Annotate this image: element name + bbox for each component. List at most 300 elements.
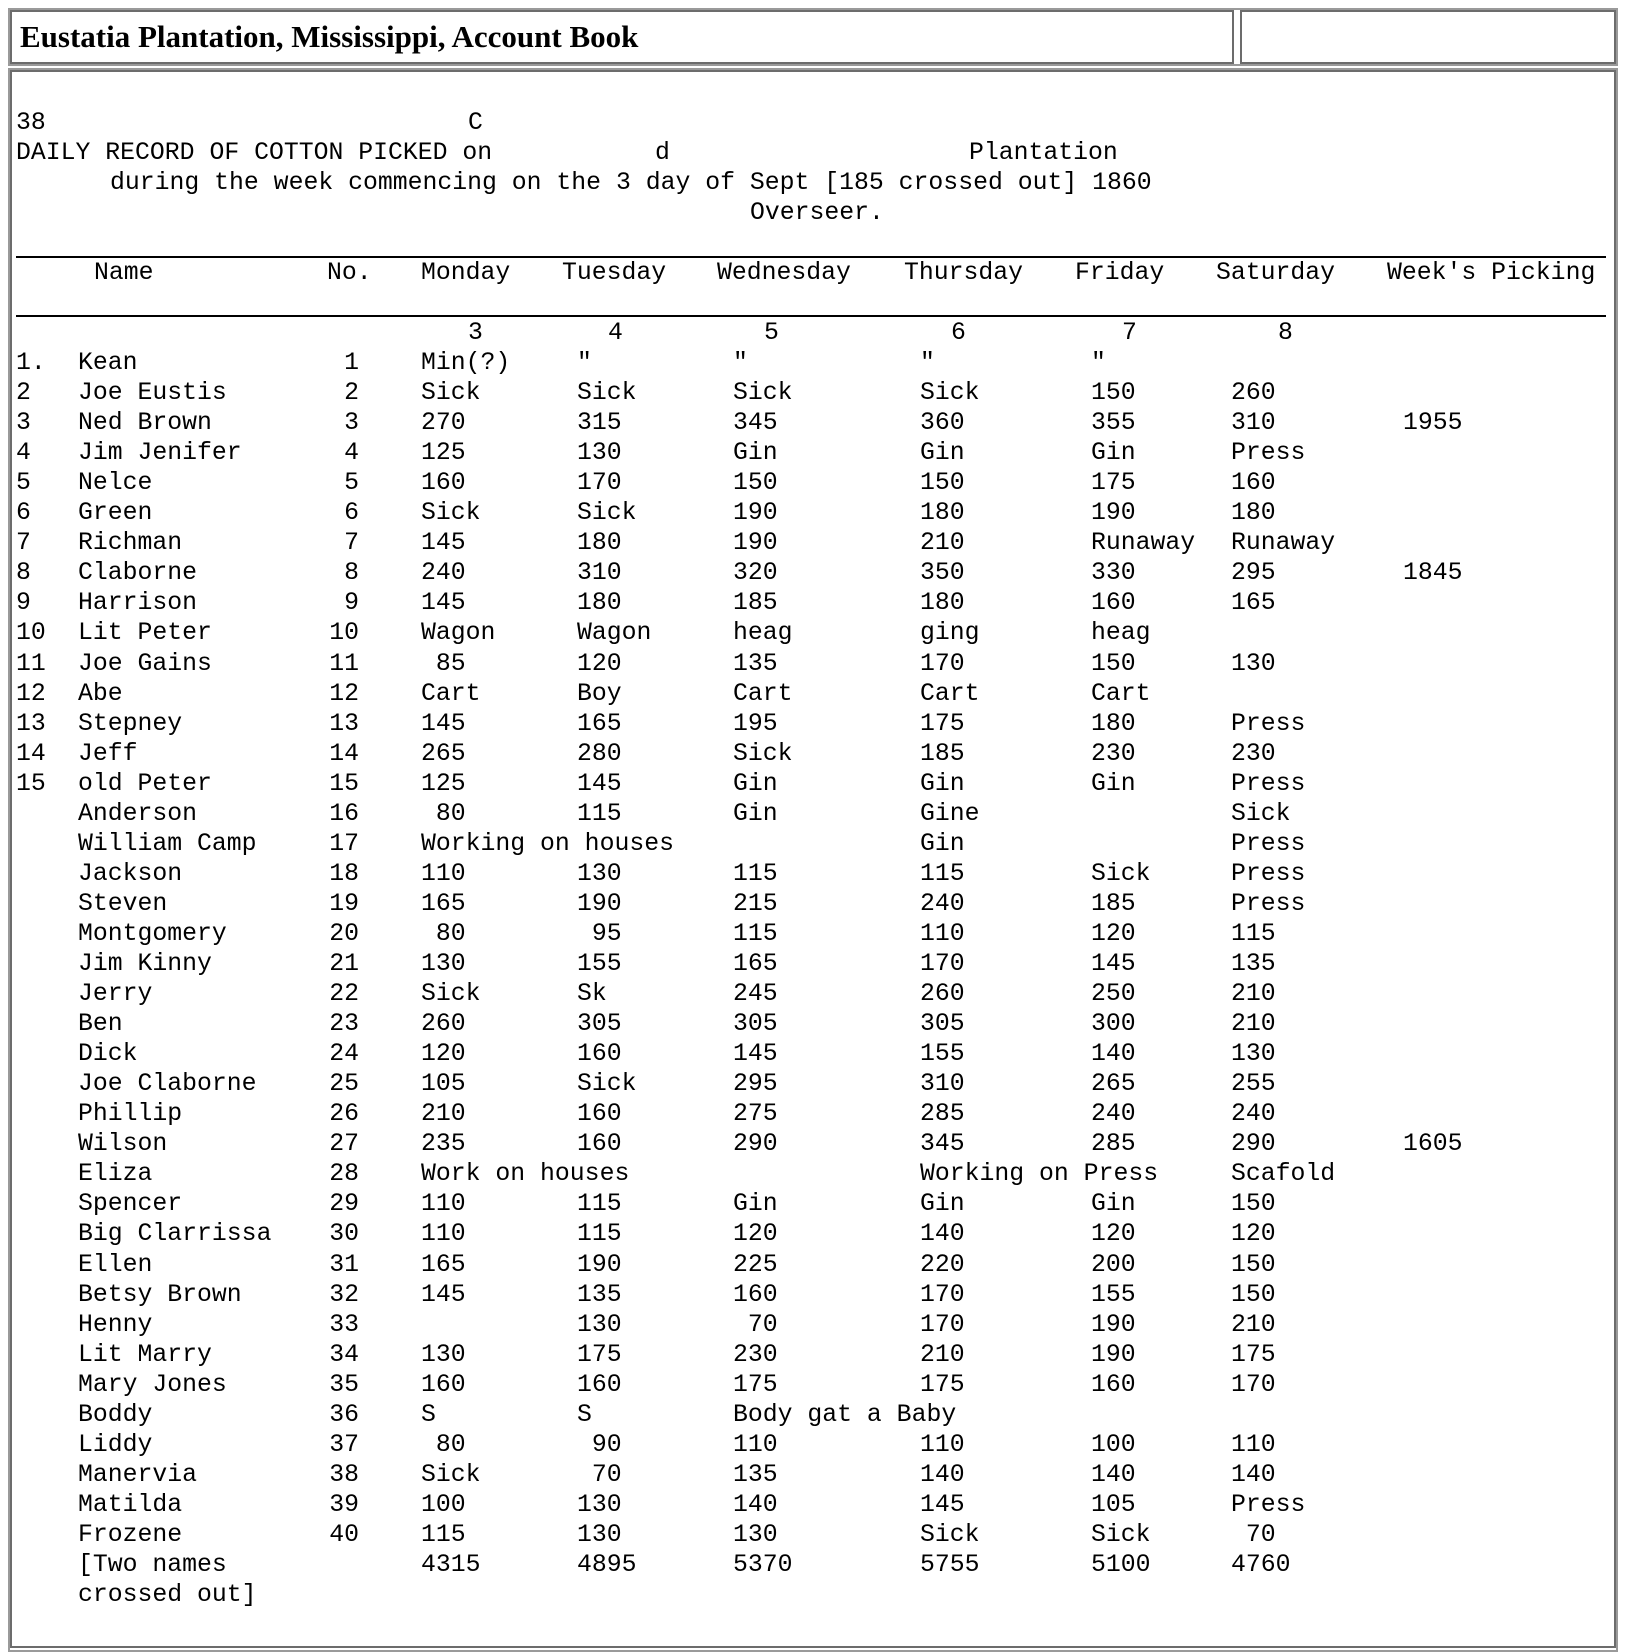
thursday-value: Cart xyxy=(920,679,980,708)
wednesday-value: 165 xyxy=(733,950,778,978)
friday-value: 155 xyxy=(1091,1280,1136,1309)
saturday-value: Press xyxy=(1231,439,1306,468)
worker-name: Matilda xyxy=(78,1490,183,1519)
row-index: 2 xyxy=(16,379,31,408)
wednesday-value: Gin xyxy=(733,769,778,798)
tuesday-value: 115 xyxy=(577,799,622,828)
worker-name: Jackson xyxy=(78,859,183,888)
worker-name: Jeff xyxy=(78,739,138,768)
tuesday-value: Sick xyxy=(577,499,637,528)
tuesday-value: 70 xyxy=(577,1460,622,1489)
saturday-value: 140 xyxy=(1231,1460,1276,1489)
thursday-value: 170 xyxy=(920,950,965,978)
saturday-value: 240 xyxy=(1231,1100,1276,1129)
friday-value: 120 xyxy=(1091,1220,1136,1249)
wednesday-value: 140 xyxy=(733,1490,778,1519)
tuesday-value: 135 xyxy=(577,1280,622,1309)
table-row xyxy=(0,1280,1626,1310)
saturday-value: 120 xyxy=(1231,1220,1276,1249)
table-row xyxy=(0,919,1626,949)
thursday-value: 305 xyxy=(920,1010,965,1039)
blank-header-cell xyxy=(1240,10,1616,64)
plantation-label: Plantation xyxy=(969,139,1118,167)
worker-name: Dick xyxy=(78,1040,138,1069)
saturday-value: 150 xyxy=(1231,1280,1276,1309)
tuesday-value: Wagon xyxy=(577,619,652,648)
friday-value: heag xyxy=(1091,619,1151,648)
wednesday-value: 160 xyxy=(733,1280,778,1309)
thursday-value: 180 xyxy=(920,589,965,618)
thursday-value: 170 xyxy=(920,1310,965,1339)
table-row xyxy=(0,1550,1626,1580)
weeks-picking-value: 1605 xyxy=(1403,1130,1463,1159)
tuesday-value: 155 xyxy=(577,950,622,978)
thursday-value: Gine xyxy=(920,799,980,828)
table-row xyxy=(0,1219,1626,1249)
tuesday-value: 130 xyxy=(577,1520,622,1549)
tuesday-value: 115 xyxy=(577,1220,622,1249)
wednesday-value: 150 xyxy=(733,469,778,498)
thursday-value: 210 xyxy=(920,1340,965,1369)
saturday-value: 4760 xyxy=(1231,1551,1291,1579)
saturday-value: Press xyxy=(1231,859,1306,888)
table-row xyxy=(0,1520,1626,1550)
date-monday: 3 xyxy=(468,319,483,347)
worker-number: 26 xyxy=(329,1100,359,1129)
table-row xyxy=(0,348,1626,378)
monday-value: 110 xyxy=(421,1220,466,1249)
row-index: 11 xyxy=(16,649,46,678)
table-row xyxy=(0,1189,1626,1219)
thursday-value: 175 xyxy=(920,1370,965,1399)
wednesday-value: 115 xyxy=(733,919,778,948)
saturday-value: 170 xyxy=(1231,1370,1276,1399)
thursday-value: 110 xyxy=(920,1430,965,1459)
saturday-value: 290 xyxy=(1231,1130,1276,1159)
tuesday-value: 115 xyxy=(577,1190,622,1219)
worker-number: 10 xyxy=(329,619,359,648)
table-row xyxy=(0,1250,1626,1280)
saturday-value: 310 xyxy=(1231,409,1276,438)
table-row xyxy=(0,1580,1626,1610)
worker-name: Spencer xyxy=(78,1190,183,1219)
tuesday-value: 160 xyxy=(577,1370,622,1399)
saturday-value: Press xyxy=(1231,709,1306,738)
worker-number: 9 xyxy=(344,589,359,618)
friday-value: 160 xyxy=(1091,1370,1136,1399)
row-index: 1. xyxy=(16,349,46,377)
row-index: 15 xyxy=(16,769,46,798)
monday-value: 145 xyxy=(421,709,466,738)
worker-name: old Peter xyxy=(78,769,212,798)
tuesday-value: 280 xyxy=(577,739,622,768)
saturday-value: 130 xyxy=(1231,1040,1276,1069)
table-row xyxy=(0,769,1626,799)
wednesday-value: 145 xyxy=(733,1040,778,1069)
monday-value: Sick xyxy=(421,1460,481,1489)
row-index: 5 xyxy=(16,469,31,498)
wednesday-value: 115 xyxy=(733,859,778,888)
monday-value: Working on houses xyxy=(421,829,674,858)
col-tuesday: Tuesday xyxy=(562,259,667,287)
worker-number: 6 xyxy=(344,499,359,528)
worker-name: [Two names xyxy=(78,1551,227,1579)
friday-value: 330 xyxy=(1091,559,1136,588)
worker-number: 22 xyxy=(329,980,359,1009)
monday-value: Sick xyxy=(421,499,481,528)
row-index: 14 xyxy=(16,739,46,768)
table-row xyxy=(0,558,1626,588)
thursday-value: Sick xyxy=(920,1520,980,1549)
thursday-value: 170 xyxy=(920,649,965,678)
thursday-value: 240 xyxy=(920,889,965,918)
monday-value: 80 xyxy=(421,919,466,948)
table-row xyxy=(0,1310,1626,1340)
worker-number: 24 xyxy=(329,1040,359,1069)
monday-value: 235 xyxy=(421,1130,466,1159)
tuesday-value: Sick xyxy=(577,379,637,408)
saturday-value: 295 xyxy=(1231,559,1276,588)
worker-name: Steven xyxy=(78,889,168,918)
wednesday-value: Gin xyxy=(733,439,778,468)
tuesday-value: 180 xyxy=(577,529,622,558)
worker-number: 14 xyxy=(329,739,359,768)
tuesday-value: 130 xyxy=(577,1490,622,1519)
saturday-value: 110 xyxy=(1231,1430,1276,1459)
tuesday-value: 120 xyxy=(577,649,622,678)
friday-value: Sick xyxy=(1091,859,1151,888)
table-row xyxy=(0,1490,1626,1520)
wednesday-value: 135 xyxy=(733,649,778,678)
wednesday-value: 190 xyxy=(733,529,778,558)
thursday-value: 150 xyxy=(920,469,965,498)
friday-value: 150 xyxy=(1091,649,1136,678)
friday-value: 355 xyxy=(1091,409,1136,438)
thursday-value: 155 xyxy=(920,1040,965,1069)
saturday-value: Sick xyxy=(1231,799,1291,828)
monday-value: 80 xyxy=(421,799,466,828)
worker-number: 33 xyxy=(329,1310,359,1339)
thursday-value: 140 xyxy=(920,1220,965,1249)
thursday-value: 140 xyxy=(920,1460,965,1489)
worker-name: Jim Kinny xyxy=(78,950,212,978)
worker-number: 19 xyxy=(329,889,359,918)
friday-value: 185 xyxy=(1091,889,1136,918)
worker-name: Claborne xyxy=(78,559,198,588)
monday-value: 105 xyxy=(421,1070,466,1099)
worker-name: Green xyxy=(78,499,153,528)
friday-value: 105 xyxy=(1091,1490,1136,1519)
monday-value: 145 xyxy=(421,529,466,558)
worker-name: Joe Claborne xyxy=(78,1070,257,1099)
worker-number: 37 xyxy=(329,1430,359,1459)
worker-number: 35 xyxy=(329,1370,359,1399)
worker-name: Joe Eustis xyxy=(78,379,227,408)
date-wednesday: 5 xyxy=(764,319,779,347)
worker-name: Abe xyxy=(78,679,123,708)
wednesday-value: 5370 xyxy=(733,1551,793,1579)
saturday-value: 230 xyxy=(1231,739,1276,768)
monday-value: 115 xyxy=(421,1520,466,1549)
tuesday-value: 130 xyxy=(577,859,622,888)
thursday-value: Sick xyxy=(920,379,980,408)
worker-number: 38 xyxy=(329,1460,359,1489)
table-row xyxy=(0,498,1626,528)
thursday-value: Gin xyxy=(920,439,965,468)
thursday-value: 115 xyxy=(920,859,965,888)
tuesday-value: 165 xyxy=(577,709,622,738)
monday-value: 165 xyxy=(421,1250,466,1279)
col-friday: Friday xyxy=(1075,259,1165,287)
monday-value: 110 xyxy=(421,859,466,888)
row-index: 9 xyxy=(16,589,31,618)
friday-value: 160 xyxy=(1091,589,1136,618)
table-row xyxy=(0,1340,1626,1370)
wednesday-value: 135 xyxy=(733,1460,778,1489)
worker-name: Stepney xyxy=(78,709,183,738)
saturday-value: Press xyxy=(1231,769,1306,798)
monday-value: 110 xyxy=(421,1190,466,1219)
worker-name: Anderson xyxy=(78,799,198,828)
saturday-value: 135 xyxy=(1231,950,1276,978)
tuesday-value: " xyxy=(577,349,592,377)
worker-number: 23 xyxy=(329,1010,359,1039)
worker-number: 13 xyxy=(329,709,359,738)
page-number: 38 xyxy=(16,109,46,137)
thursday-value: Working on Press xyxy=(920,1160,1159,1189)
worker-name: Wilson xyxy=(78,1130,168,1159)
tuesday-value: 160 xyxy=(577,1040,622,1069)
monday-value: 260 xyxy=(421,1010,466,1039)
thursday-value: Gin xyxy=(920,1190,965,1219)
worker-number: 11 xyxy=(329,649,359,678)
table-row xyxy=(0,1400,1626,1430)
saturday-value: 180 xyxy=(1231,499,1276,528)
monday-value: 125 xyxy=(421,769,466,798)
row-index: 13 xyxy=(16,709,46,738)
tuesday-value: 95 xyxy=(577,919,622,948)
header-mark-c: C xyxy=(468,109,483,137)
thursday-value: 310 xyxy=(920,1070,965,1099)
saturday-value: 165 xyxy=(1231,589,1276,618)
wednesday-value: Sick xyxy=(733,739,793,768)
wednesday-value: 190 xyxy=(733,499,778,528)
monday-value: 80 xyxy=(421,1430,466,1459)
wednesday-value: 305 xyxy=(733,1010,778,1039)
thursday-value: 360 xyxy=(920,409,965,438)
worker-number: 36 xyxy=(329,1400,359,1429)
friday-value: " xyxy=(1091,349,1106,377)
worker-number: 17 xyxy=(329,829,359,858)
table-row xyxy=(0,408,1626,438)
wednesday-value: 295 xyxy=(733,1070,778,1099)
tuesday-value: 305 xyxy=(577,1010,622,1039)
wednesday-value: 245 xyxy=(733,980,778,1009)
table-row xyxy=(0,1129,1626,1159)
tuesday-value: 190 xyxy=(577,1250,622,1279)
monday-value: S xyxy=(421,1400,436,1429)
table-row xyxy=(0,1009,1626,1039)
friday-value: 190 xyxy=(1091,1310,1136,1339)
worker-number: 25 xyxy=(329,1070,359,1099)
friday-value: Sick xyxy=(1091,1520,1151,1549)
worker-name: Boddy xyxy=(78,1400,153,1429)
table-row xyxy=(0,709,1626,739)
tuesday-value: 160 xyxy=(577,1100,622,1129)
worker-name: Ned Brown xyxy=(78,409,212,438)
saturday-value: 130 xyxy=(1231,649,1276,678)
col-weeks-picking: Week's Picking xyxy=(1387,259,1596,287)
worker-number: 40 xyxy=(329,1520,359,1549)
friday-value: 230 xyxy=(1091,739,1136,768)
row-index: 8 xyxy=(16,559,31,588)
table-row xyxy=(0,468,1626,498)
wednesday-value: 175 xyxy=(733,1370,778,1399)
wednesday-value: 230 xyxy=(733,1340,778,1369)
worker-name: Betsy Brown xyxy=(78,1280,242,1309)
monday-value: 120 xyxy=(421,1040,466,1069)
wednesday-value: 290 xyxy=(733,1130,778,1159)
monday-value: 165 xyxy=(421,889,466,918)
row-index: 6 xyxy=(16,499,31,528)
friday-value: 5100 xyxy=(1091,1551,1151,1579)
tuesday-value: 90 xyxy=(577,1430,622,1459)
worker-name: crossed out] xyxy=(78,1581,257,1610)
friday-value: 145 xyxy=(1091,950,1136,978)
tuesday-value: 180 xyxy=(577,589,622,618)
worker-number: 31 xyxy=(329,1250,359,1279)
friday-value: Cart xyxy=(1091,679,1151,708)
row-index: 4 xyxy=(16,439,31,468)
worker-number: 30 xyxy=(329,1220,359,1249)
tuesday-value: 130 xyxy=(577,1310,622,1339)
tuesday-value: Sick xyxy=(577,1070,637,1099)
thursday-value: 180 xyxy=(920,499,965,528)
saturday-value: Press xyxy=(1231,829,1306,858)
wednesday-value: Body gat a Baby xyxy=(733,1400,957,1429)
worker-number: 39 xyxy=(329,1490,359,1519)
worker-name: Kean xyxy=(78,349,138,377)
thursday-value: Gin xyxy=(920,829,965,858)
thursday-value: 260 xyxy=(920,980,965,1009)
wednesday-value: Gin xyxy=(733,1190,778,1219)
thursday-value: Gin xyxy=(920,769,965,798)
monday-value: 4315 xyxy=(421,1551,481,1579)
thursday-value: 145 xyxy=(920,1490,965,1519)
worker-number: 8 xyxy=(344,559,359,588)
tuesday-value: 190 xyxy=(577,889,622,918)
thursday-value: 345 xyxy=(920,1130,965,1159)
worker-name: Ben xyxy=(78,1010,123,1039)
col-wednesday: Wednesday xyxy=(717,259,851,287)
worker-number: 21 xyxy=(329,950,359,978)
col-saturday: Saturday xyxy=(1216,259,1336,287)
worker-number: 1 xyxy=(344,349,359,377)
wednesday-value: 110 xyxy=(733,1430,778,1459)
table-row xyxy=(0,829,1626,859)
date-saturday: 8 xyxy=(1278,319,1293,347)
monday-value: 85 xyxy=(421,649,466,678)
worker-number: 16 xyxy=(329,799,359,828)
overseer-label: Overseer. xyxy=(750,199,884,227)
tuesday-value: 310 xyxy=(577,559,622,588)
table-row xyxy=(0,859,1626,889)
wednesday-value: 275 xyxy=(733,1100,778,1129)
col-thursday: Thursday xyxy=(904,259,1024,287)
worker-name: Big Clarrissa xyxy=(78,1220,272,1249)
worker-name: Henny xyxy=(78,1310,153,1339)
wednesday-value: Sick xyxy=(733,379,793,408)
monday-value: 125 xyxy=(421,439,466,468)
saturday-value: Press xyxy=(1231,889,1306,918)
saturday-value: 255 xyxy=(1231,1070,1276,1099)
weeks-picking-value: 1955 xyxy=(1403,409,1463,438)
worker-number: 20 xyxy=(329,919,359,948)
table-row xyxy=(0,649,1626,679)
table-row xyxy=(0,438,1626,468)
monday-value: 240 xyxy=(421,559,466,588)
wednesday-value: " xyxy=(733,349,748,377)
wednesday-value: 215 xyxy=(733,889,778,918)
worker-name: Montgomery xyxy=(78,919,227,948)
tuesday-value: S xyxy=(577,1400,592,1429)
thursday-value: 185 xyxy=(920,739,965,768)
worker-name: Mary Jones xyxy=(78,1370,227,1399)
saturday-value: 260 xyxy=(1231,379,1276,408)
saturday-value: 210 xyxy=(1231,1310,1276,1339)
table-row xyxy=(0,378,1626,408)
table-row xyxy=(0,1039,1626,1069)
monday-value: Cart xyxy=(421,679,481,708)
wednesday-value: 185 xyxy=(733,589,778,618)
record-title: DAILY RECORD OF COTTON PICKED on xyxy=(16,139,493,167)
row-index: 12 xyxy=(16,679,46,708)
col-monday: Monday xyxy=(421,259,511,287)
friday-value: 150 xyxy=(1091,379,1136,408)
tuesday-value: 4895 xyxy=(577,1551,637,1579)
worker-name: Frozene xyxy=(78,1520,183,1549)
row-index: 3 xyxy=(16,409,31,438)
friday-value: Runaway xyxy=(1091,529,1196,558)
thursday-value: 350 xyxy=(920,559,965,588)
row-index: 7 xyxy=(16,529,31,558)
saturday-value: Scafold xyxy=(1231,1160,1336,1189)
worker-number: 32 xyxy=(329,1280,359,1309)
monday-value: 160 xyxy=(421,469,466,498)
wednesday-value: 130 xyxy=(733,1520,778,1549)
table-row xyxy=(0,1069,1626,1099)
worker-name: Joe Gains xyxy=(78,649,212,678)
tuesday-value: 160 xyxy=(577,1130,622,1159)
thursday-value: 220 xyxy=(920,1250,965,1279)
tuesday-value: 315 xyxy=(577,409,622,438)
tuesday-value: 170 xyxy=(577,469,622,498)
monday-value: 145 xyxy=(421,589,466,618)
wednesday-value: 70 xyxy=(733,1310,778,1339)
table-row xyxy=(0,528,1626,558)
friday-value: 140 xyxy=(1091,1040,1136,1069)
table-row xyxy=(0,588,1626,618)
worker-number: 12 xyxy=(329,679,359,708)
worker-name: Lit Peter xyxy=(78,619,212,648)
friday-value: 190 xyxy=(1091,499,1136,528)
wednesday-value: 120 xyxy=(733,1220,778,1249)
monday-value: Work on houses xyxy=(421,1160,630,1189)
tuesday-value: Boy xyxy=(577,679,622,708)
worker-name: William Camp xyxy=(78,829,257,858)
saturday-value: 175 xyxy=(1231,1340,1276,1369)
thursday-value: 285 xyxy=(920,1100,965,1129)
